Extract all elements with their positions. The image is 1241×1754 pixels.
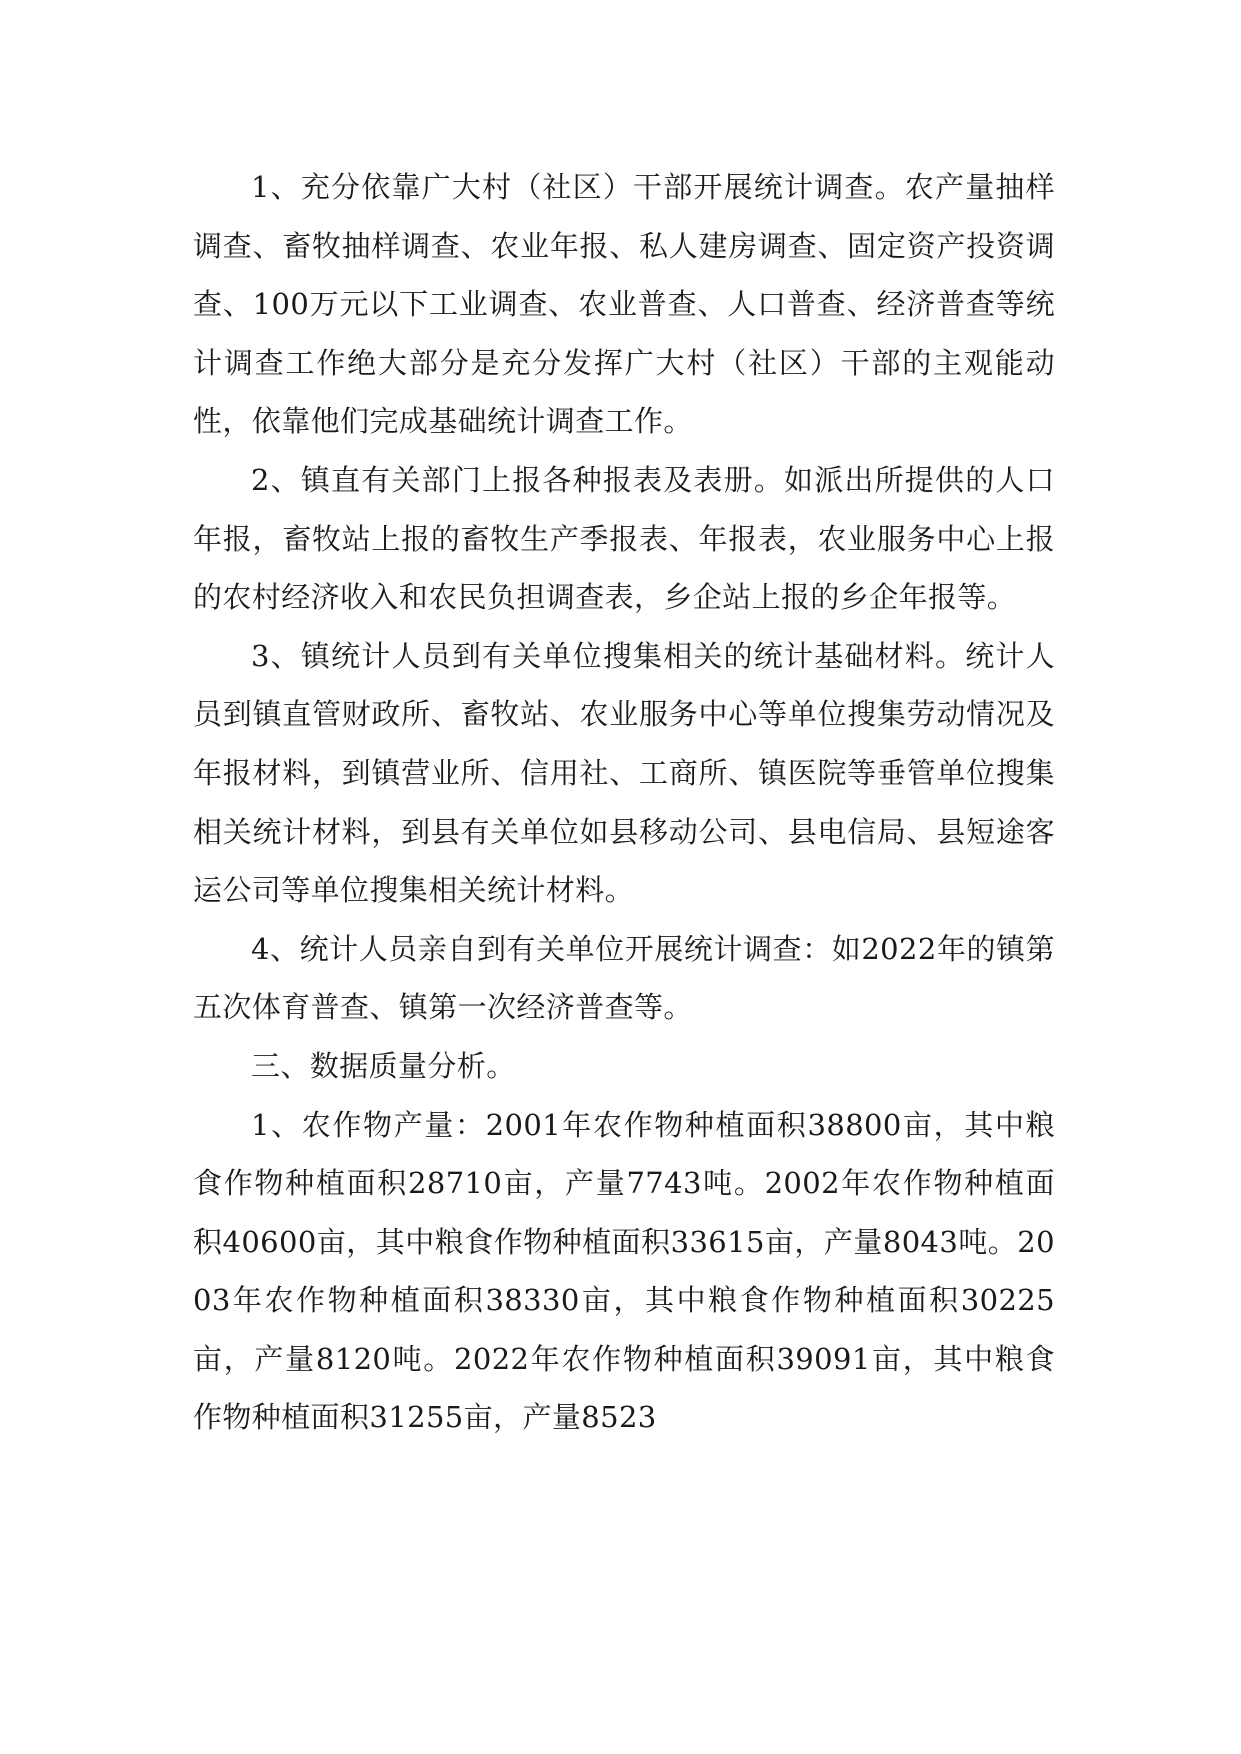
paragraph-2: 2、镇直有关部门上报各种报表及表册。如派出所提供的人口年报，畜牧站上报的畜牧生产季报表、年报表，农业服务中心上报的农村经济收入和农民负担调查表，乡企站上报的乡企年报等。 <box>193 462 1055 615</box>
paragraph-5: 1、农作物产量：2001年农作物种植面积38800亩，其中粮食作物种植面积28710亩，产量7743吨。2002年农作物种植面积40600亩，其中粮食作物种植面积33615亩，产量8043吨。2003年农作物种植面积38330亩，其中粮食作物种植面积30225亩，产量8120吨。2022年农作物种植面积39091亩，其中粮食作物种植面积31255亩，产量8523 <box>193 1107 1055 1435</box>
paragraph-3: 3、镇统计人员到有关单位搜集相关的统计基础材料。统计人员到镇直管财政所、畜牧站、农业服务中心等单位搜集劳动情况及年报材料，到镇营业所、信用社、工商所、镇医院等垂管单位搜集相关统计材料，到县有关单位如县移动公司、县电信局、县短途客运公司等单位搜集相关统计材料。 <box>193 638 1055 908</box>
paragraph-4: 4、统计人员亲自到有关单位开展统计调查：如2022年的镇第五次体育普查、镇第一次经济普查等。 <box>193 931 1055 1025</box>
paragraph-1: 1、充分依靠广大村（社区）干部开展统计调查。农产量抽样调查、畜牧抽样调查、农业年报、私人建房调查、固定资产投资调查、100万元以下工业调查、农业普查、人口普查、经济普查等统计调查工作绝大部分是充分发挥广大村（社区）干部的主观能动性，依靠他们完成基础统计调查工作。 <box>193 170 1055 439</box>
document-body <box>193 158 1055 1447</box>
section-heading: 三、数据质量分析。 <box>251 1048 516 1083</box>
